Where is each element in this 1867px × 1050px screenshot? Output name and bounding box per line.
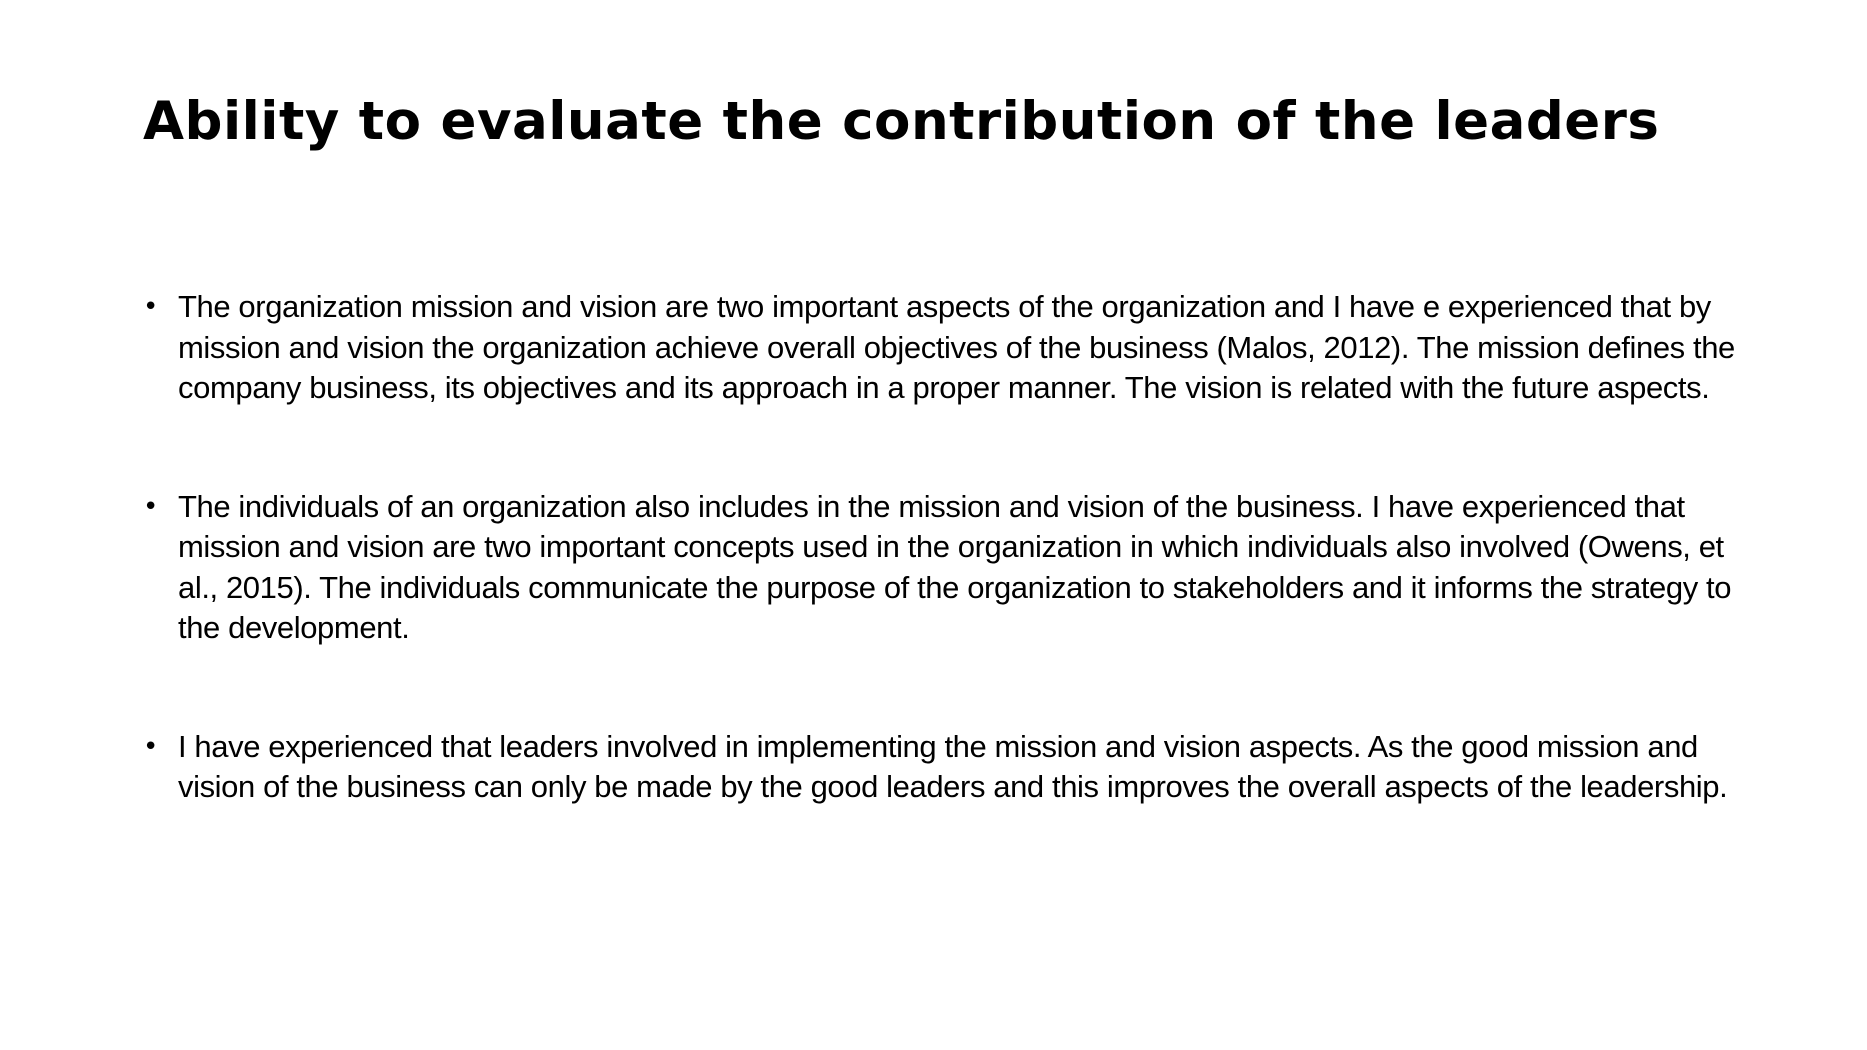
- bullet-dot-icon: •: [143, 292, 158, 322]
- bullet-dot-icon: •: [143, 491, 158, 522]
- slide-title: Ability to evaluate the contribution of the leaders: [143, 91, 1660, 152]
- bullet-item: [143, 487, 1743, 649]
- bullet-item: [143, 287, 1743, 409]
- bullet-text: The individuals of an organization also includes in the mission and vision of the business. I have experienced that mission and vision are two important concepts used in the organization in which individuals also involved (Owens, et al., 2015). The individuals communicate the purpose of the organization to stakeholders and it informs the strategy to the development.: [178, 488, 1732, 645]
- bullet-item: [143, 727, 1743, 808]
- bullet-text: I have experienced that leaders involved in implementing the mission and vision aspects. As the good mission and vision of the business can only be made by the good leaders and this improves the overall aspects of the leadership.: [178, 728, 1728, 804]
- bullet-dot-icon: •: [143, 731, 158, 762]
- bullet-list: [143, 287, 1743, 886]
- bullet-text: The organization mission and vision are two important aspects of the organization and I have e experienced that by mission and vision the organization achieve overall objectives of the business (Malos, 2012). The mission defines the company business, its objectives and its approach in a proper manner. The vision is related with the future aspects.: [178, 289, 1735, 405]
